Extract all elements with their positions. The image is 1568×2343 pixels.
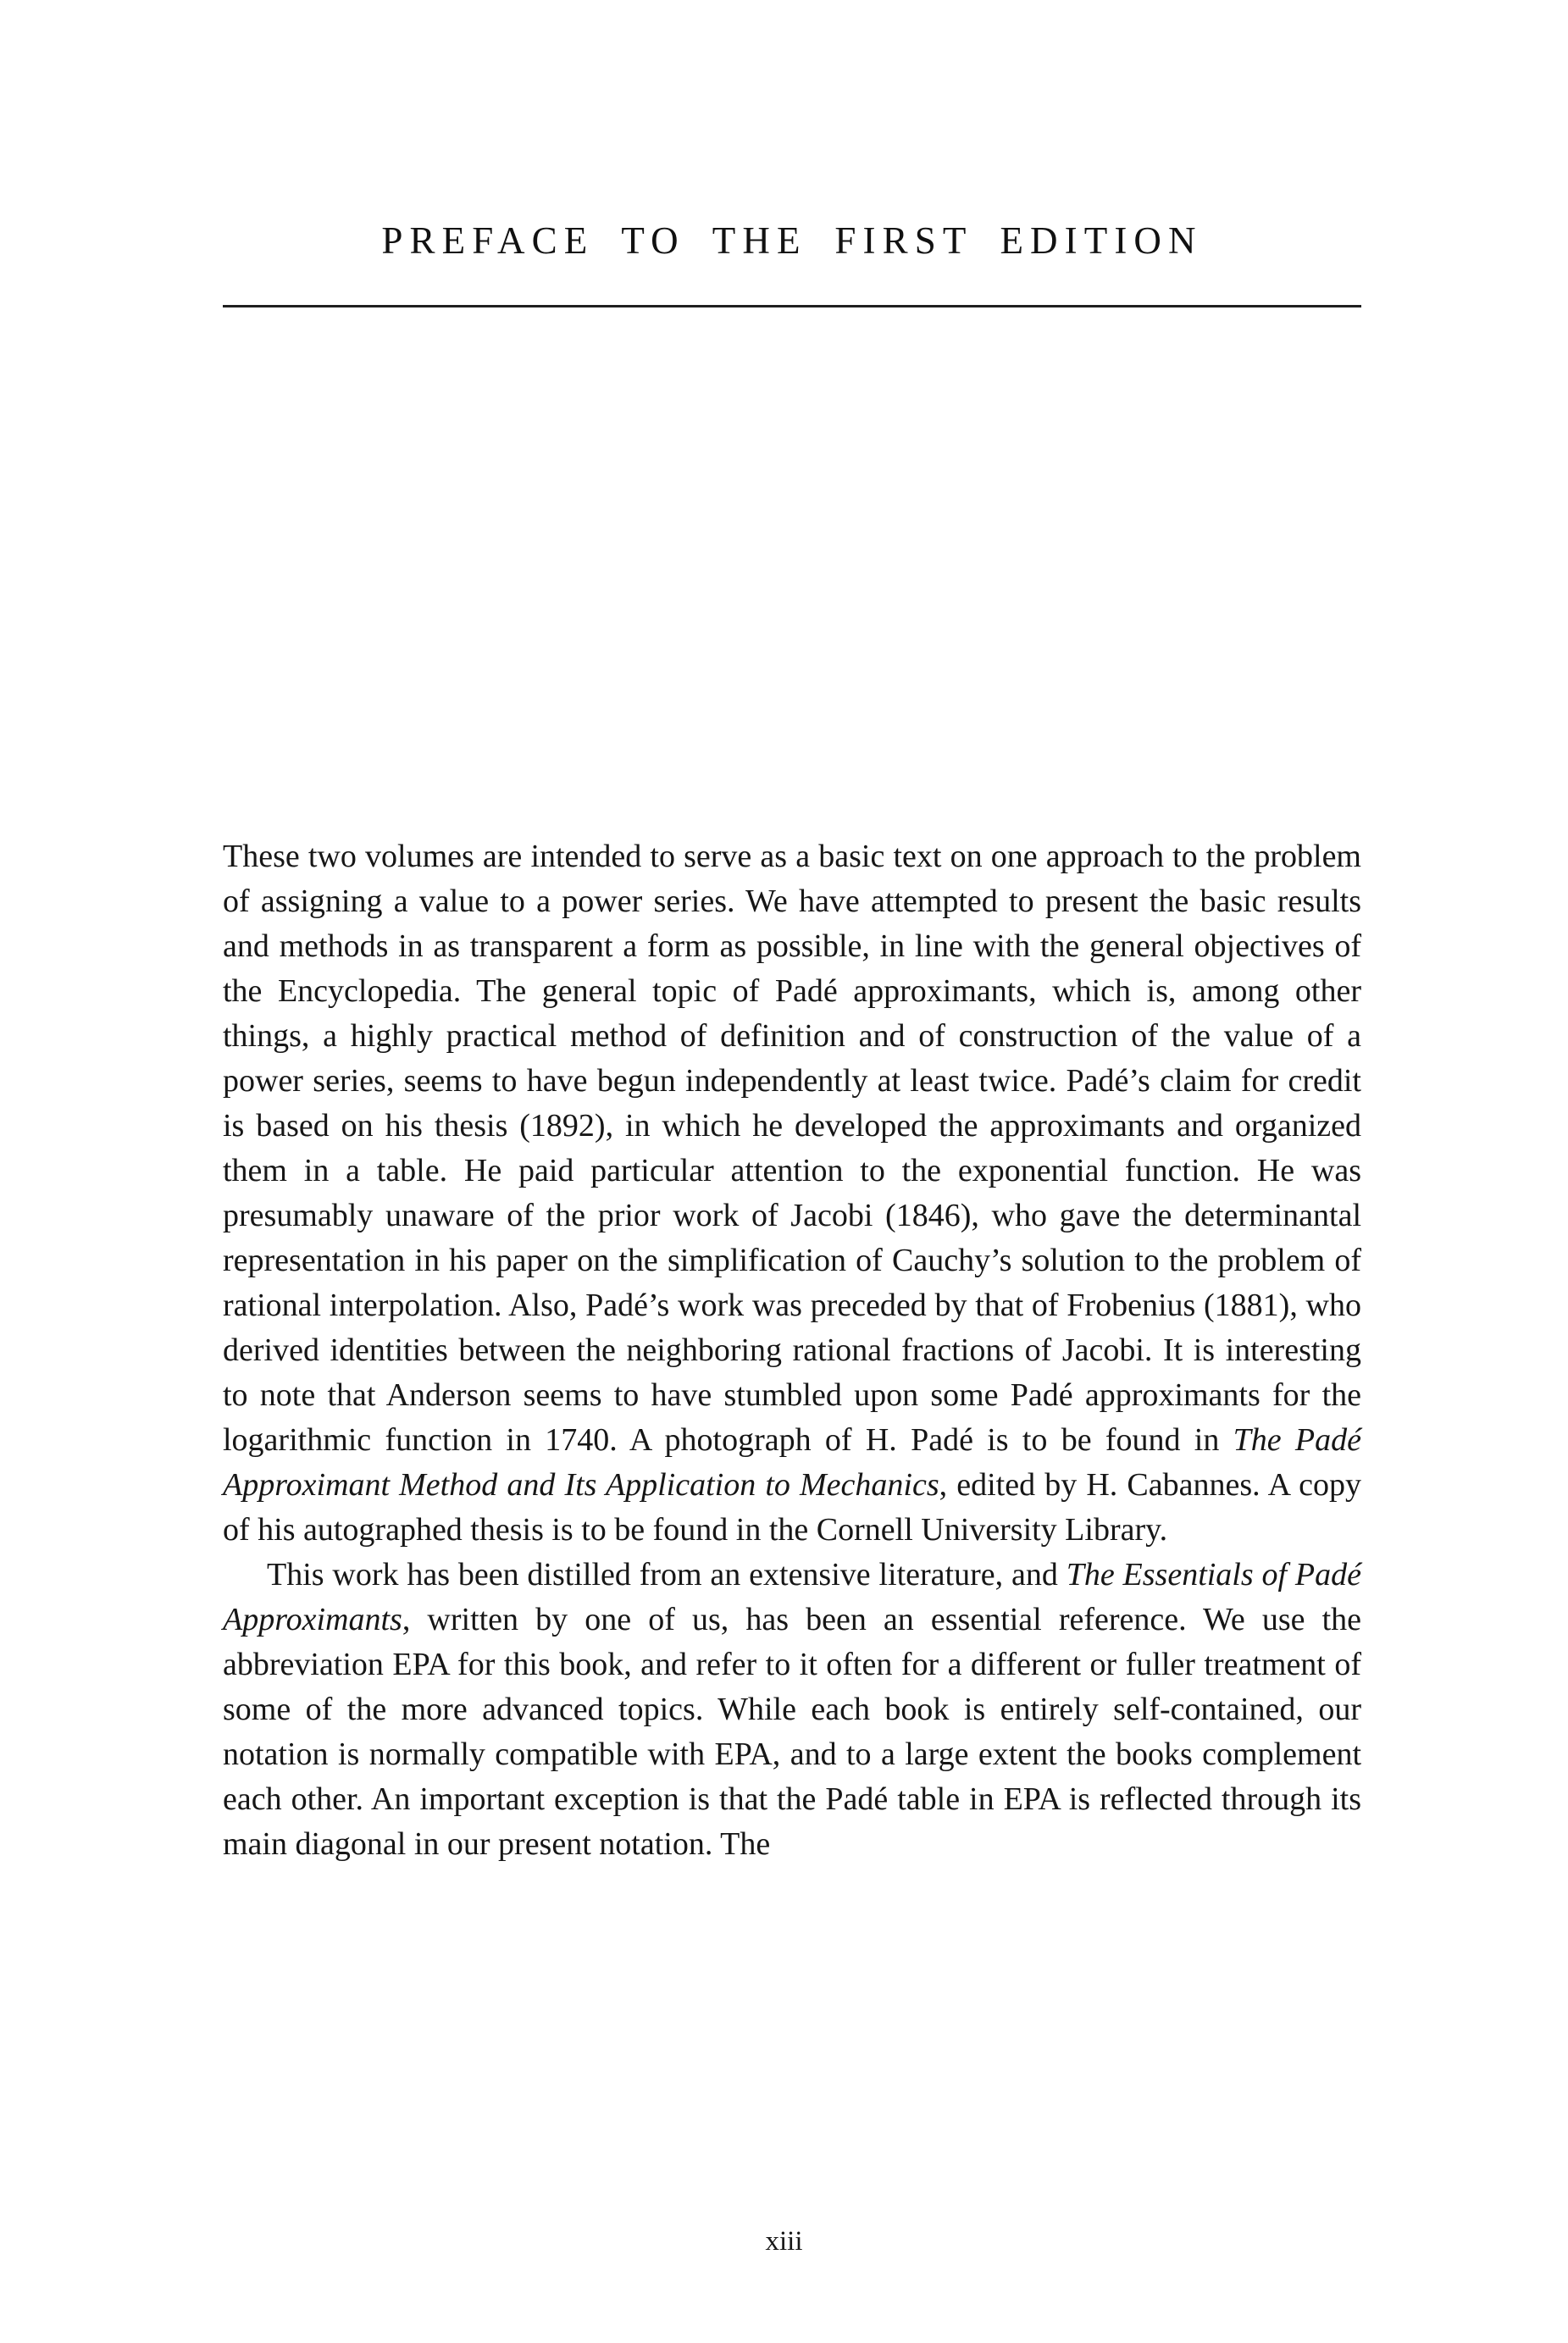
page-footer (0, 2226, 1568, 2257)
paragraph-2 (223, 1553, 1361, 1867)
text-run: , written by one of us, has been an essential reference. We use the abbreviation EPA for this book, and refer to it often for a different or fuller treatment of some of the more advanced topics. While each book is entirely self-contained, our notation is normally compatible with EPA, and to a large extent the books complement each other. An important exception is that the Padé table in EPA is reflected through its main diagonal in our present notation. The (223, 1602, 1361, 1862)
text-run: These two volumes are intended to serve as a basic text on one approach to the problem of assigning a value to a power series. We have attempted to present the basic results and methods in as transparent a form as possible, in line with the general objectives of the Encyclopedia. The general topic of Padé approximants, which is, among other things, a highly practical method of definition and of construction of the value of a power series, seems to have begun independently at least twice. Padé’s claim for credit is based on his thesis (1892), in which he developed the approximants and organized them in a table. He paid particular attention to the exponential function. He was presumably unaware of the prior work of Jacobi (1846), who gave the determinantal representation in his paper on the simplification of Cauchy’s solution to the problem of rational interpolation. Also, Padé’s work was preceded by that of Frobenius (1881), who derived identities between the neighboring rational fractions of Jacobi. It is interesting to note that Anderson seems to have stumbled upon some Padé approximants for the logarithmic function in 1740. A photograph of H. Padé is to be found in (223, 839, 1361, 1458)
italic-text-run: The Padé Approximant Method and Its Application to Mechanics (223, 1422, 1362, 1503)
paragraph-1 (223, 834, 1361, 1553)
page-number: xiii (765, 2226, 803, 2257)
text-run: , edited by H. Cabannes. A copy of his autographed thesis is to be found in the Cornell University Library. (223, 1467, 1362, 1548)
italic-text-run: The Essentials of Padé Approximants (223, 1557, 1361, 1637)
title-rule (223, 305, 1361, 307)
page-title: PREFACE TO THE FIRST EDITION (381, 219, 1203, 262)
text-run: This work has been distilled from an extensive literature, and (267, 1557, 1067, 1592)
page-header (223, 219, 1361, 263)
page-body (223, 834, 1361, 1867)
